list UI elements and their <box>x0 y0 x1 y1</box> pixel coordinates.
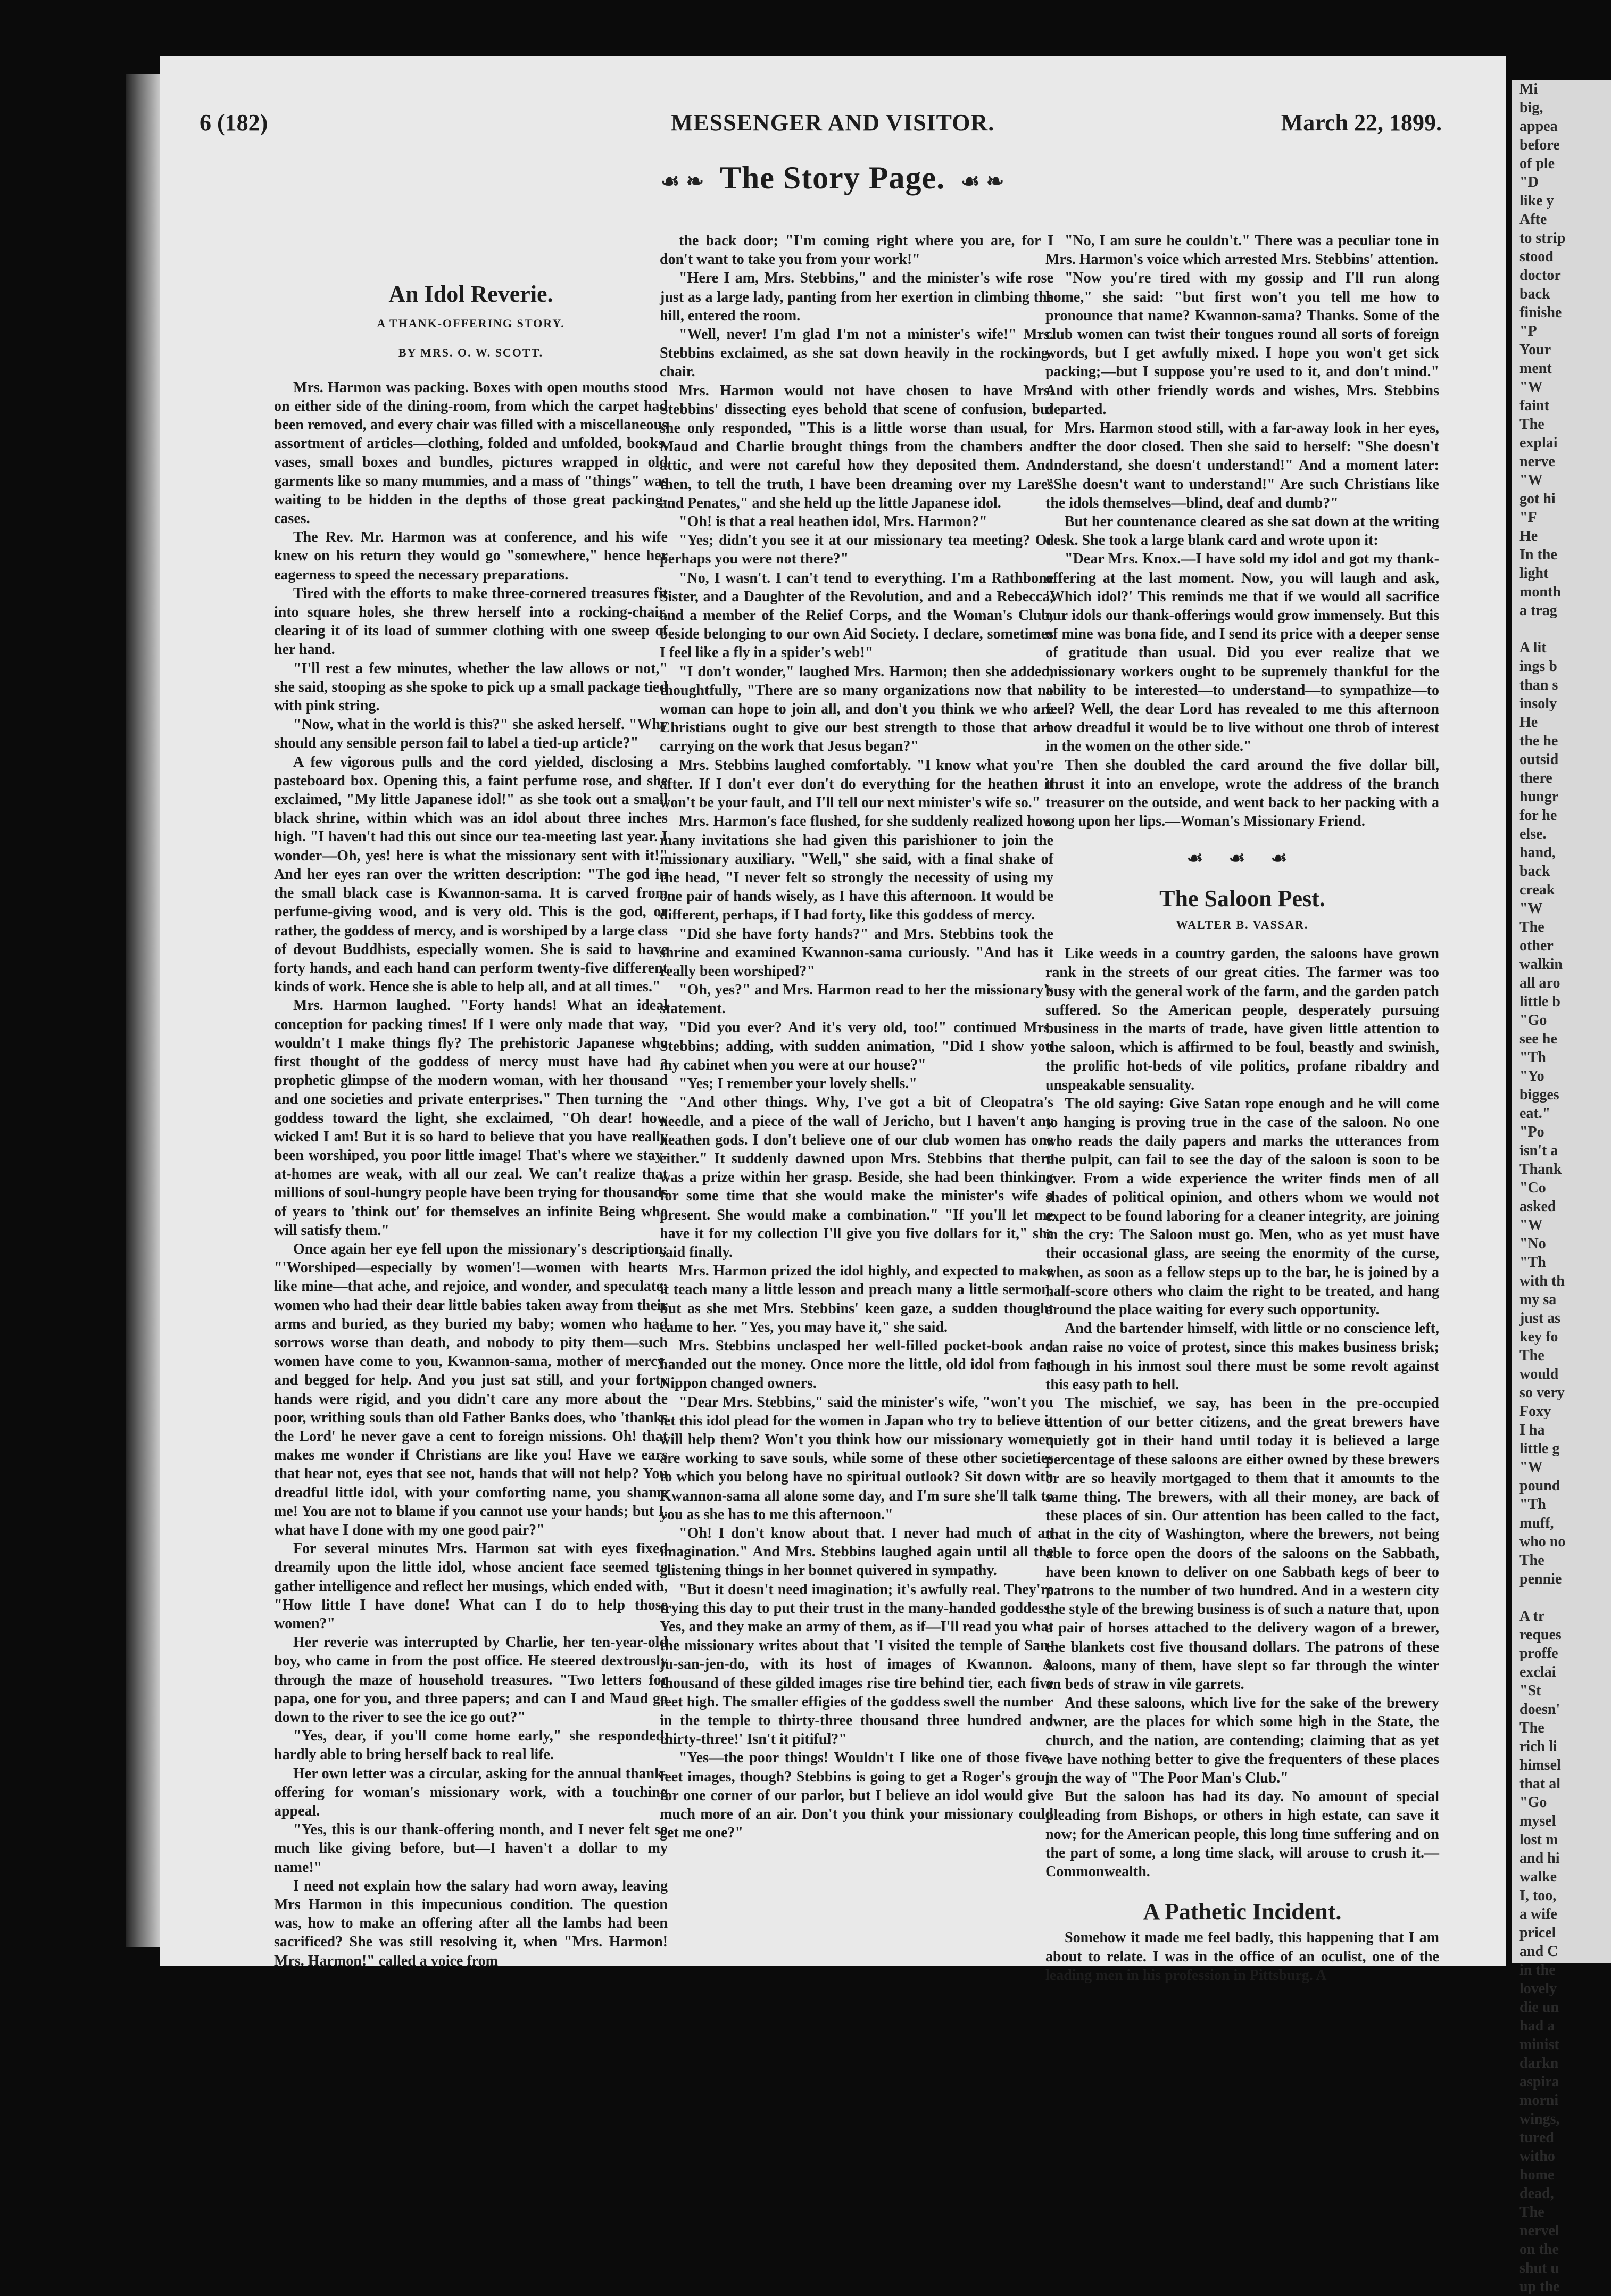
article-subtitle: A THANK-OFFERING STORY. <box>377 317 565 330</box>
paragraph: "No, I am sure he couldn't." There was a peculiar tone in Mrs. Harmon's voice which arrested Mrs. Stebbins' attention. <box>1045 233 1439 268</box>
page-header <box>160 109 1506 141</box>
adjacent-page-line-fragment: Your <box>1519 342 1551 358</box>
paragraph: The mischief, we say, has been in the pre-occupied attention of our better citizens, and the great brewers have quietly got in their hand until today it is believed a large percentage of these saloons are either owned by these brewers or are so heavily mortgaged to them that it amounts to the same thing. The brewers, with all their money, are back of these places of sin. Our attention has been called to the fact, that in the city of Washington, where the brewers, not being able to force open the doors of the saloons on the Sabbath, have been known to deliver on one Sabbath kegs of beer to patrons to the number of two hundred. And in a western city the style of the brewing business is of such a nature that, upon a pair of horses attached to the delivery wagon of a brewer, the blankets cost five thousand dollars. The patrons of these saloons, many of them, have slept so far through the winter on beds of straw in vile garrets. <box>1045 1395 1439 1693</box>
adjacent-page-line-fragment: pennie <box>1519 1571 1562 1587</box>
adjacent-page-line-fragment: and hi <box>1519 1850 1560 1867</box>
adjacent-page-line-fragment: lost m <box>1519 1831 1558 1848</box>
article-body <box>1045 1928 1439 1985</box>
adjacent-page-line-fragment: "W <box>1519 1459 1543 1476</box>
adjacent-page-line-fragment: "St <box>1519 1682 1541 1699</box>
section-separator-icon: ☙ ☙ ☙ <box>1186 848 1298 868</box>
adjacent-page-line-fragment: "W <box>1519 379 1543 395</box>
adjacent-page-line-fragment: so very <box>1519 1385 1565 1401</box>
adjacent-page-line-fragment: month <box>1519 584 1561 600</box>
adjacent-page-line-fragment: hungr <box>1519 789 1559 805</box>
adjacent-page-line-fragment: bigges <box>1519 1087 1559 1103</box>
adjacent-page-line-fragment: proffe <box>1519 1645 1558 1662</box>
adjacent-page-fragment <box>1512 80 1611 2295</box>
adjacent-page-line-fragment: exclai <box>1519 1664 1556 1680</box>
adjacent-page-line-fragment: with th <box>1519 1273 1565 1289</box>
adjacent-page-line-fragment: doctor <box>1519 267 1561 284</box>
article-body <box>274 378 668 1970</box>
masthead: MESSENGER AND VISITOR. <box>670 110 995 136</box>
adjacent-page-line-fragment: isn't a <box>1519 1142 1558 1159</box>
paragraph: "Here I am, Mrs. Stebbins," and the minister's wife rose just as a large lady, panting from her exertion in climbing the hill, entered the room. <box>660 270 1053 324</box>
paragraph: Somehow it made me feel badly, this happening that I am about to relate. I was in the office of an oculist, one of the leading men in his profession in Pittsburg. A <box>1045 1929 1439 1984</box>
adjacent-page-line-fragment: that al <box>1519 1776 1560 1792</box>
paragraph: For several minutes Mrs. Harmon sat with eyes fixed dreamily upon the little idol, whose ancient face seemed to gather intelligence and reflect her musings, which ended with, "How little I have done! What can I do to help those women?" <box>274 1540 668 1632</box>
adjacent-page-line-fragment: like y <box>1519 193 1554 209</box>
paragraph: "Dear Mrs. Stebbins," said the minister's wife, "won't you let this idol plead for the women in Japan who try to believe it will help them? Won't you think how our missionary women are working to save souls, while some of these other societies to which you belong have no spiritual outlook? Sit down with Kwannon-sama all alone some day, and I'm sure she'll talk to you as she has to me this afternoon." <box>660 1394 1053 1523</box>
adjacent-page-line-fragment: The <box>1519 919 1544 935</box>
issue-date: March 22, 1899. <box>1281 110 1442 136</box>
adjacent-page-line-fragment: nervel <box>1519 2223 1559 2239</box>
adjacent-page-line-fragment: faint <box>1519 397 1549 414</box>
paragraph: Mrs. Harmon was packing. Boxes with open mouths stood on either side of the dining-room, from which the carpet had been removed, and every chair was filled with a miscellaneous assortment of articles—clothing, folded and unfolded, books, vases, small boxes and bundles, pictures wrapped in old garments like so many mummies, and a mass of "things" was waiting to be hidden in the depths of those great packing-cases. <box>274 379 668 527</box>
adjacent-page-line-fragment: to strip <box>1519 230 1566 246</box>
adjacent-page-line-fragment: Mi <box>1519 81 1538 97</box>
adjacent-page-line-fragment: on the <box>1519 2241 1559 2258</box>
paragraph: "And other things. Why, I've got a bit of Cleopatra's needle, and a piece of the wall of Jericho, but I haven't any heathen gods. I don't believe one of our club women has one either." It suddenly dawned upon Mrs. Stebbins that there was a prize within her grasp. Beside, she had been thinking for some time that she would make the minister's wife a present. She would make a combination." "If you'll let me have it for my collection I'll give you five dollars for it," she said finally. <box>660 1094 1053 1261</box>
adjacent-page-line-fragment: had a <box>1519 2018 1555 2034</box>
adjacent-page-line-fragment: A lit <box>1519 640 1547 656</box>
adjacent-page-line-fragment: morni <box>1519 2092 1559 2109</box>
adjacent-page-line-fragment: a wife <box>1519 1906 1557 1922</box>
page-binding-shadow <box>126 74 160 1947</box>
paragraph: Mrs. Stebbins laughed comfortably. "I know what you're after. If I don't ever don't do everything for the heathen it won't be your fault, and I'll tell our next minister's wife so." <box>660 757 1053 811</box>
page-number: 6 (182) <box>200 110 268 136</box>
adjacent-page-line-fragment: my sa <box>1519 1291 1557 1308</box>
adjacent-page-line-fragment <box>1512 1588 1611 1607</box>
paragraph: "Did you ever? And it's very old, too!" continued Mrs. Stebbins; adding, with sudden animation, "Did I show you my cabinet when you were at our house?" <box>660 1019 1053 1073</box>
adjacent-page-line-fragment: outsid <box>1519 751 1559 768</box>
adjacent-page-line-fragment: Foxy <box>1519 1403 1551 1420</box>
adjacent-page-line-fragment: lovely <box>1519 1980 1557 1997</box>
paragraph: "But it doesn't need imagination; it's awfully real. They're trying this day to put their trust in the many-handed goddess. Yes, and they make an army of them, as if—I'll read you what the missionary writes about that 'I visited the temple of San-ju-san-jen-do, with its host of images of Kwannon. A thousand of these gilded images rise tire behind tier, each five feet high. The smaller effigies of the goddess swell the number in the temple to thirty-three thousand three hundred and thirty-three!' Isn't it pitiful?" <box>660 1581 1053 1748</box>
adjacent-page-line-fragment: witho <box>1519 2148 1555 2165</box>
adjacent-page-line-fragment: "P <box>1519 323 1537 339</box>
adjacent-page-line-fragment: I ha <box>1519 1422 1545 1438</box>
paragraph: the back door; "I'm coming right where you are, for I don't want to take you from your work!" <box>660 233 1053 268</box>
newspaper-page <box>160 56 1506 1984</box>
adjacent-page-line-fragment: before <box>1519 137 1560 153</box>
adjacent-page-line-fragment: In the <box>1519 546 1557 563</box>
adjacent-page-line-fragment: muff, <box>1519 1515 1554 1531</box>
adjacent-page-line-fragment: The <box>1519 2204 1544 2220</box>
adjacent-page-line-fragment: home <box>1519 2167 1555 2183</box>
adjacent-page-line-fragment: little g <box>1519 1440 1560 1457</box>
paragraph: "Oh! is that a real heathen idol, Mrs. Harmon?" <box>679 513 987 531</box>
article-byline: BY MRS. O. W. SCOTT. <box>398 346 544 360</box>
paragraph: The Rev. Mr. Harmon was at conference, and his wife knew on his return they would go "somewhere," hence her eagerness to speed the necessary preparations. <box>274 529 668 583</box>
adjacent-page-line-fragment: light <box>1519 565 1549 582</box>
adjacent-page-line-fragment <box>1512 620 1611 639</box>
adjacent-page-line-fragment: rich li <box>1519 1738 1557 1755</box>
paragraph: "Yes; didn't you see it at our missionary tea meeting? Or perhaps you were not there?" <box>660 532 1053 568</box>
adjacent-page-line-fragment: "Go <box>1519 1012 1547 1029</box>
ornament-left-icon: ☙ ❧ <box>660 169 705 193</box>
paragraph: Mrs. Harmon stood still, with a far-away look in her eyes, after the door closed. Then she said to herself: "She doesn't understand, she doesn't understand!" And a moment later: "She doesn't want to understand!" Are such Christians like the idols themselves—blind, deaf and dumb?" <box>1045 420 1439 511</box>
adjacent-page-line-fragment: shut u <box>1519 2260 1559 2276</box>
article-body <box>1045 944 1439 1881</box>
adjacent-page-line-fragment: finishe <box>1519 304 1562 321</box>
paragraph: "Yes—the poor things! Wouldn't I like one of those five-feet images, though? Stebbins is going to get a Roger's group for one corner of our parlor, but I believe an idol would give much more of an air. Don't you think your missionary could get me one?" <box>660 1750 1053 1842</box>
paragraph: "Now, what in the world is this?" she asked herself. "Why should any sensible person fail to label a tied-up article?" <box>274 716 668 752</box>
column-2 <box>660 231 1053 1842</box>
article-body-end <box>1045 231 1439 831</box>
section-title <box>160 160 1506 196</box>
adjacent-page-line-fragment: He <box>1519 714 1538 731</box>
paragraph: Mrs. Harmon would not have chosen to have Mrs. Stebbins' dissecting eyes behold that scene of confusion, but she only responded, "This is a little worse than usual, for Maud and Charlie brought things from the chambers and attic, and were not careful how they deposited them. And then, to tell the truth, I have been dreaming over my Lares and Penates," and she held up the little Japanese idol. <box>660 382 1053 511</box>
adjacent-page-line-fragment: of ple <box>1519 155 1555 172</box>
article-title: The Saloon Pest. <box>1159 885 1325 911</box>
adjacent-page-line-fragment: mysel <box>1519 1813 1556 1829</box>
adjacent-page-line-fragment: He <box>1519 528 1538 544</box>
adjacent-page-line-fragment: just as <box>1519 1310 1561 1327</box>
adjacent-page-line-fragment: reques <box>1519 1627 1562 1643</box>
adjacent-page-line-fragment: pricel <box>1519 1925 1556 1941</box>
section-title-text: The Story Page. <box>719 160 945 195</box>
adjacent-page-line-fragment: Thank <box>1519 1161 1562 1178</box>
adjacent-page-line-fragment: back <box>1519 863 1550 880</box>
adjacent-page-line-fragment: insoly <box>1519 695 1557 712</box>
paragraph: Then she doubled the card around the five dollar bill, thrust it into an envelope, wrote the address of the branch treasurer on the outside, and went back to her packing with a song upon her lips.—Woman's Missionary Friend. <box>1045 757 1439 830</box>
paragraph: "Well, never! I'm glad I'm not a minister's wife!" Mrs. Stebbins exclaimed, as she sat down heavily in the rocking-chair. <box>660 326 1053 380</box>
paragraph: "No, I wasn't. I can't tend to everything. I'm a Rathbone Sister, and a Daughter of the Revolution, and and a Rebecca, and a member of the Relief Corps, and the Woman's Club, beside belonging to our own Aid Society. I declare, sometimes I feel like a fly in a spider's web!" <box>660 569 1053 661</box>
paragraph: "Now you're tired with my gossip and I'll run along home," she said: "but first won't you tell me how to pronounce that name? Kwannon-sama? Thanks. Some of the club women can twist their tongues round all sorts of foreign words, but I get awfully mixed. I hope you won't get sick packing;—but I suppose you're used to it, and don't mind." And with other friendly words and wishes, Mrs. Stebbins departed. <box>1045 270 1439 418</box>
paragraph: Mrs. Stebbins unclasped her well-filled pocket-book and handed out the money. Once more the little, old idol from far Nippon changed owners. <box>660 1337 1053 1392</box>
paragraph: And these saloons, which live for the sake of the brewery owner, are the places for which some high in the State, the church, and the nation, are contending; claiming that as yet we have nothing better to give the frequenters of these places in the way of "The Poor Man's Club." <box>1045 1695 1439 1787</box>
adjacent-page-line-fragment: "Th <box>1519 1049 1546 1066</box>
adjacent-page-line-fragment: wings, <box>1519 2111 1560 2127</box>
adjacent-page-line-fragment: walke <box>1519 1869 1557 1885</box>
adjacent-page-line-fragment: "D <box>1519 174 1539 190</box>
adjacent-page-line-fragment: I, too, <box>1519 1887 1557 1904</box>
paragraph: "Yes, dear, if you'll come home early," she responded, hardly able to bring herself back to real life. <box>274 1728 668 1763</box>
adjacent-page-line-fragment: aspira <box>1519 2074 1559 2090</box>
paragraph: "Yes, this is our thank-offering month, and I never felt so much like giving before, but—I haven't a dollar to my name!" <box>274 1821 668 1876</box>
adjacent-page-line-fragment: else. <box>1519 826 1547 842</box>
article-title: A Pathetic Incident. <box>1143 1899 1342 1925</box>
adjacent-page-line-fragment: walkin <box>1519 956 1563 973</box>
paragraph: "Yes; I remember your lovely shells." <box>679 1075 917 1092</box>
adjacent-page-line-fragment: for he <box>1519 807 1557 824</box>
adjacent-page-line-fragment: all aro <box>1519 975 1560 991</box>
adjacent-page-line-fragment: The <box>1519 1347 1544 1364</box>
article-body-continued <box>660 231 1053 1842</box>
paragraph: Like weeds in a country garden, the saloons have grown rank in the streets of our great cities. The farmer was too busy with the general work of the farm, and the garden patch suffered. So the American people, desperately pursuing business in the marts of trade, have given little attention to the saloon, which is affirmed to be foul, beastly and swinish, the prolific hot-beds of vile politics, profane ribaldry and unspeakable sensuality. <box>1045 946 1439 1093</box>
adjacent-page-line-fragment: a trag <box>1519 602 1557 619</box>
paragraph: But the saloon has had its day. No amount of special pleading from Bishops, or others in high estate, can save it now; for the American people, this long time suffering and on the part of some, a long time slack, will arouse to crush it.—Commonwealth. <box>1045 1788 1439 1880</box>
adjacent-page-line-fragment: explai <box>1519 435 1558 451</box>
adjacent-page-line-fragment: pound <box>1519 1478 1560 1494</box>
paragraph: "Did she have forty hands?" and Mrs. Stebbins took the shrine and examined Kwannon-sama curiously. "And has it really been worshiped?" <box>660 925 1053 980</box>
adjacent-page-line-fragment: ment <box>1519 360 1552 377</box>
adjacent-page-line-fragment: appea <box>1519 118 1558 135</box>
paragraph: "I'll rest a few minutes, whether the law allows or not," she said, stooping as she spoke to pick up a small package tied with pink string. <box>274 660 668 715</box>
adjacent-page-line-fragment: nerve <box>1519 453 1555 470</box>
adjacent-page-line-fragment: big, <box>1519 100 1543 116</box>
paragraph: And the bartender himself, with little or no conscience left, can raise no voice of protest, since this makes business brisk; though in his inmost soul there must be some revolt against this easy path to hell. <box>1045 1320 1439 1393</box>
paragraph: Her reverie was interrupted by Charlie, her ten-year-old boy, who came in from the post office. He steered dextrously through the maze of household treasures. "Two letters for papa, one for you, and three papers; and can I and Maud go down to the river to see the ice go out?" <box>274 1634 668 1726</box>
adjacent-page-line-fragment: "Po <box>1519 1124 1544 1140</box>
adjacent-page-line-fragment: "W <box>1519 1217 1543 1233</box>
paragraph: Once again her eye fell upon the missionary's description: "'Worshiped—especially by women'!—women with hearts like mine—that ache, and rejoice, and wonder, and speculate; women who had their dear little babies taken away from their arms and buried, as they buried my baby; women who had sorrows worse than death, and nobody to pity them—such women have come to you, Kwannon-sama, mother of mercy, and begged for help. And you just sat still, and your forty hands were rigid, and you didn't care any more about the poor, writhing souls than old Father Banks does, who 'thanks the Lord' he never gave a cent to foreign missions. Oh! that makes me wonder if Christians are like you! Have we ears that hear not, eyes that see not, hands that will not help? You dreadful little idol, with your comforting name, you shame me! You are not to blame if you cannot use your hands; but I, what have I done with my one good pair?" <box>274 1240 668 1538</box>
column-1 <box>274 215 668 1970</box>
adjacent-page-line-fragment: "Th <box>1519 1254 1546 1271</box>
adjacent-page-line-fragment: minist <box>1519 2036 1559 2053</box>
adjacent-page-line-fragment: die un <box>1519 1999 1559 2016</box>
adjacent-page-line-fragment: The <box>1519 416 1544 433</box>
paragraph: Mrs. Harmon prized the idol highly, and expected to make it teach many a little lesson and preach many a little sermon, but as she met Mrs. Stebbins' keen gaze, a sudden thought came to her. "Yes, you may have it," she said. <box>660 1263 1053 1336</box>
adjacent-page-line-fragment: "Yo <box>1519 1068 1544 1084</box>
paragraph: "I don't wonder," laughed Mrs. Harmon; then she added, thoughtfully, "There are so many organizations now that no woman can hope to join all, and don't you think we who are Christians ought to give our best strength to those that are carrying on the work that Jesus began?" <box>660 663 1053 755</box>
adjacent-page-line-fragment: got hi <box>1519 491 1556 507</box>
adjacent-page-line-fragment: up the <box>1519 2278 1560 2295</box>
adjacent-page-line-fragment: the he <box>1519 733 1558 749</box>
paragraph: "Oh, yes?" and Mrs. Harmon read to her the missionary's statement. <box>660 982 1053 1017</box>
adjacent-page-line-fragment: in the <box>1519 1962 1556 1978</box>
adjacent-page-line-fragment: stood <box>1519 248 1554 265</box>
adjacent-page-line-fragment: himsel <box>1519 1757 1561 1773</box>
adjacent-page-line-fragment: creak <box>1519 882 1555 898</box>
adjacent-page-line-fragment: tured <box>1519 2129 1554 2146</box>
paragraph: Her own letter was a circular, asking for the annual thank-offering for woman's missionary work, with a touching appeal. <box>274 1765 668 1820</box>
adjacent-page-line-fragment: dead, <box>1519 2185 1554 2202</box>
paragraph: The old saying: Give Satan rope enough and he will come to hanging is proving true in the case of the saloon. No one who reads the daily papers and marks the utterances from the pulpit, can fail to see the day of the saloon is soon to be over. From a wide experience the writer finds men of all shades of political opinion, and others whom we would not expect to be found laboring for a cleaner integrity, are joining in the cry: The Saloon must go. Men, who as yet must have their occasional glass, are seeing the enormity of the curse, when, as soon as a fellow steps up to the bar, he is joined by a half-score others who claim the right to be treated, and hang around the place waiting for every such opportunity. <box>1045 1095 1439 1318</box>
adjacent-page-line-fragment: "F <box>1519 509 1537 526</box>
paragraph: A few vigorous pulls and the cord yielded, disclosing a pasteboard box. Opening this, a faint perfume rose, and she exclaimed, "My little Japanese idol!" as she took out a small black shrine, within which was an idol about three inches high. "I haven't had this out since our tea-meeting last year. I wonder—Oh, yes! here is what the missionary sent with it!" And her eyes ran over the written description: "The god in the small black case is Kwannon-sama. It is carved from perfume-giving wood, and is very old. This is the god, or rather, the goddess of mercy, and is worshiped by a large class of devout Buddhists, especially women. She is said to have forty hands, and each hand can perform twenty-five different kinds of work. Hence she is able to help all, and at all times." <box>274 753 668 996</box>
adjacent-page-line-fragment: and C <box>1519 1943 1558 1960</box>
adjacent-page-line-fragment: see he <box>1519 1031 1557 1047</box>
adjacent-page-line-fragment: "No <box>1519 1236 1546 1252</box>
adjacent-page-line-fragment: "W <box>1519 900 1543 917</box>
adjacent-page-line-fragment: key fo <box>1519 1329 1558 1345</box>
adjacent-page-line-fragment: darkn <box>1519 2055 1559 2071</box>
ornament-right-icon: ☙ ❧ <box>960 169 1005 193</box>
adjacent-page-line-fragment: who no <box>1519 1534 1566 1550</box>
adjacent-page-line-fragment: back <box>1519 286 1550 302</box>
article-byline: WALTER B. VASSAR. <box>1176 917 1309 931</box>
paragraph: I need not explain how the salary had worn away, leaving Mrs Harmon in this impecunious condition. The question was, how to make an offering after all the lambs had been sacrificed? She was still resolving it, when "Mrs. Harmon! Mrs. Harmon!" called a voice from <box>274 1877 668 1969</box>
adjacent-page-line-fragment: than s <box>1519 677 1558 693</box>
adjacent-page-line-fragment: there <box>1519 770 1552 786</box>
paragraph: Tired with the efforts to make three-cornered treasures fit into square holes, she threw herself into a rocking-chair, clearing it of its load of summer clothing with one sweep of her hand. <box>274 585 668 658</box>
adjacent-page-line-fragment: would <box>1519 1366 1559 1382</box>
adjacent-page-line-fragment: The <box>1519 1552 1544 1569</box>
article-title: An Idol Reverie. <box>388 281 553 307</box>
adjacent-page-line-fragment: A tr <box>1519 1608 1545 1624</box>
paragraph: "Dear Mrs. Knox.—I have sold my idol and got my thank-offering at the last moment. Now, you will laugh and ask, 'Which idol?' This reminds me that if we would all sacrifice our idols our thank-offerings would grow immensely. But this of mine was bona fide, and I send its price with a deeper sense of gratitude than usual. Did you ever realize that we missionary workers ought to be supremely thankful for the ability to be interested—to understand—to sympathize—to feel? Well, the dear Lord has revealed to me this afternoon how dreadful it would be to live without one throb of interest in the women on the other side." <box>1045 551 1439 755</box>
column-3 <box>1045 231 1439 1985</box>
adjacent-page-line-fragment: Afte <box>1519 211 1547 228</box>
adjacent-page-line-fragment: "Th <box>1519 1496 1546 1513</box>
adjacent-page-line-fragment: "W <box>1519 472 1543 488</box>
adjacent-page-line-fragment: "Go <box>1519 1794 1547 1811</box>
adjacent-page-line-fragment: eat." <box>1519 1105 1551 1122</box>
adjacent-page-line-fragment: doesn' <box>1519 1701 1560 1718</box>
adjacent-page-line-fragment: other <box>1519 938 1554 954</box>
paragraph: Mrs. Harmon's face flushed, for she suddenly realized how many invitations she had given this parishioner to join the missionary auxiliary. "Well," she said, with a final shake of the head, "I never felt so strongly the necessity of using my one pair of hands wisely, as I have this afternoon. It would be different, perhaps, if I had forty, like this goddess of mercy. <box>660 813 1053 924</box>
adjacent-page-line-fragment: asked <box>1519 1198 1556 1215</box>
adjacent-page-line-fragment: The <box>1519 1720 1544 1736</box>
adjacent-page-line-fragment: little b <box>1519 993 1560 1010</box>
adjacent-page-line-fragment: ings b <box>1519 658 1557 675</box>
paragraph: But her countenance cleared as she sat down at the writing desk. She took a large blank card and wrote upon it: <box>1045 513 1439 549</box>
paragraph: "Oh! I don't know about that. I never had much of an imagination." And Mrs. Stebbins laughed again until all the glistening things in her bonnet quivered in sympathy. <box>660 1525 1053 1579</box>
adjacent-page-line-fragment: "Co <box>1519 1180 1546 1196</box>
paragraph: Mrs. Harmon laughed. "Forty hands! What an ideal conception for packing times! If I were only made that way, wouldn't I make things fly? The prehistoric Japanese who first thought of the goddess of mercy must have had a prophetic glimpse of the modern woman, with her thousand and one societies and private enterprises." Then turning the goddess toward the light, she exclaimed, "Oh dear! how wicked I am! But it is so hard to believe that you have really been worshiped, you poor little image! That's where we stay-at-homes are weak, with all our zeal. We can't realize that millions of soul-hungry people have been trying for thousands of years to 'think out' for themselves an infinite Being who will satisfy them." <box>274 997 668 1239</box>
adjacent-page-line-fragment: hand, <box>1519 844 1556 861</box>
